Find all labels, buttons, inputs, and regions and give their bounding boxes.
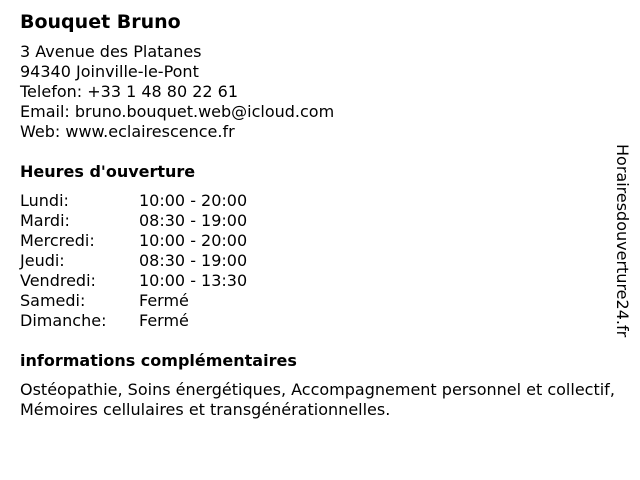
hours-value: 10:00 - 20:00	[139, 231, 248, 250]
day-label: Mardi:	[20, 211, 70, 230]
hours-row-friday	[20, 271, 632, 291]
address-line-1: 3 Avenue des Platanes	[20, 42, 202, 61]
email-line: Email: bruno.bouquet.web@icloud.com	[20, 102, 335, 121]
day-label: Dimanche:	[20, 311, 107, 330]
hours-value: 08:30 - 19:00	[139, 211, 248, 230]
hours-row-monday	[20, 191, 632, 211]
day-label: Lundi:	[20, 191, 69, 210]
additional-info-text: Ostéopathie, Soins énergétiques, Accompagnement personnel et collectif, Mémoires cellulaires et transgénérationnelles.	[20, 380, 615, 419]
address-line-2: 94340 Joinville-le-Pont	[20, 62, 199, 81]
day-label: Jeudi:	[20, 251, 65, 270]
hours-row-thursday	[20, 251, 632, 271]
hours-value: Fermé	[139, 291, 189, 310]
hours-row-tuesday	[20, 211, 632, 231]
opening-hours-heading: Heures d'ouverture	[20, 162, 196, 181]
day-label: Vendredi:	[20, 271, 96, 290]
hours-value: 08:30 - 19:00	[139, 251, 248, 270]
business-name: Bouquet Bruno	[20, 11, 181, 33]
business-card	[20, 11, 632, 420]
hours-row-saturday	[20, 291, 632, 311]
hours-value: Fermé	[139, 311, 189, 330]
contact-block	[20, 42, 632, 142]
additional-info-heading: informations complémentaires	[20, 351, 297, 370]
hours-value: 10:00 - 13:30	[139, 271, 248, 290]
opening-hours-table	[20, 191, 632, 331]
hours-value: 10:00 - 20:00	[139, 191, 248, 210]
site-watermark	[611, 136, 633, 346]
day-label: Samedi:	[20, 291, 86, 310]
phone-line: Telefon: +33 1 48 80 22 61	[20, 82, 239, 101]
web-line: Web: www.eclairescence.fr	[20, 122, 235, 141]
hours-row-wednesday	[20, 231, 632, 251]
day-label: Mercredi:	[20, 231, 95, 250]
watermark-text: Horairesdouverture24.fr	[613, 144, 632, 338]
hours-row-sunday	[20, 311, 632, 331]
